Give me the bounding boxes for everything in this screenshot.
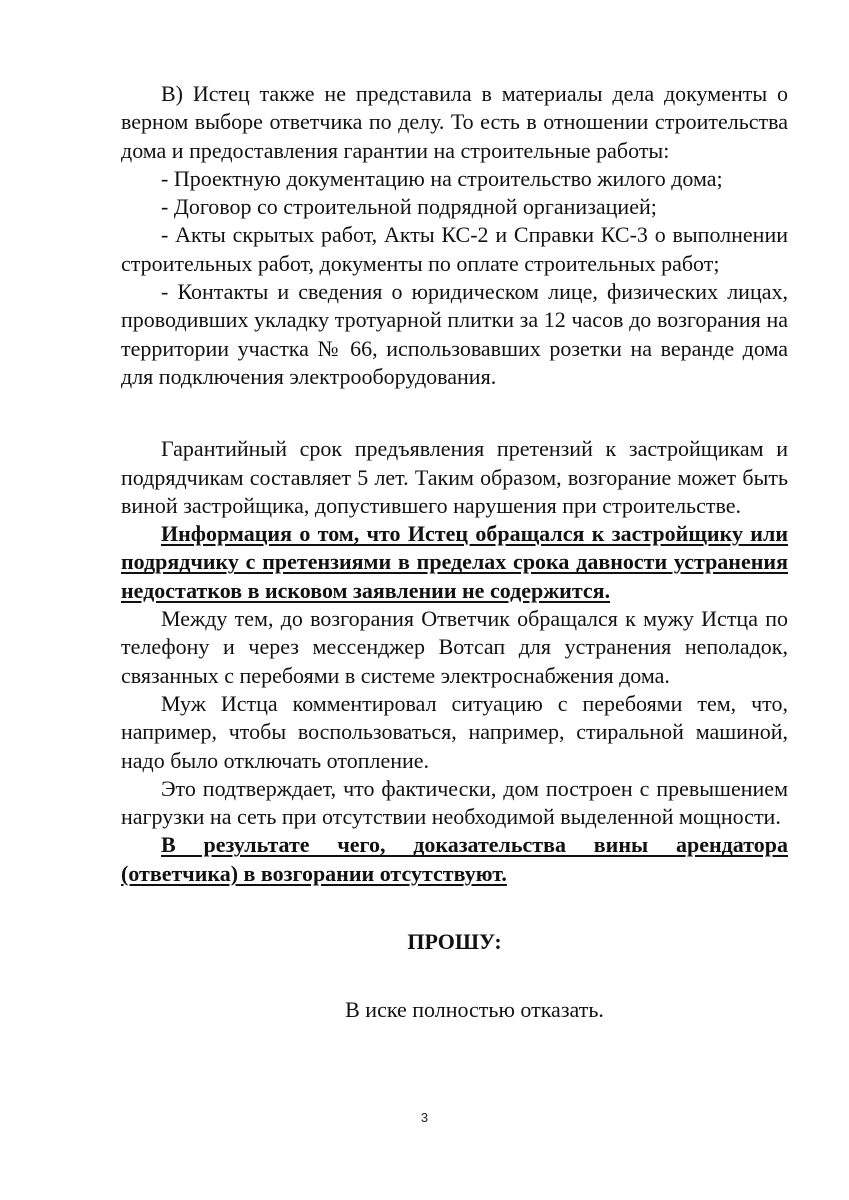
paragraph-husband-comment: Муж Истца комментировал ситуацию с перебоями тем, что, например, чтобы воспользоваться, например, стиральной машиной, надо было отключать отопление. <box>121 690 788 773</box>
page-number: 3 <box>420 1110 429 1125</box>
list-item-acts: - Акты скрытых работ, Акты КС-2 и Справки КС-3 о выполнении строительных работ, документы по оплате строительных работ; <box>121 222 788 276</box>
spacer <box>121 391 788 435</box>
paragraph-contact-husband: Между тем, до возгорания Ответчик обращался к мужу Истца по телефону и через мессенджер Вотсап для устранения неполадок, связанных с перебоями в системе электроснабжения дома. <box>121 606 788 688</box>
paragraph-warranty: Гарантийный срок предъявления претензий к застройщикам и подрядчикам составляет 5 лет. Таким образом, возгорание может быть виной застройщика, допустившего нарушения при строительстве. <box>121 436 788 518</box>
list-item-project-docs: - Проектную документацию на строительство жилого дома; <box>161 165 723 191</box>
paragraph-conclusion: В результате чего, доказательства вины арендатора (ответчика) в возгорании отсутствуют. <box>121 832 788 886</box>
list-item-contract: - Договор со строительной подрядной организацией; <box>161 194 657 220</box>
paragraph-missing-documents: В) Истец также не представила в материалы дела документы о верном выборе ответчика по делу. То есть в отношении строительства дома и предоставления гарантии на строительные работы: <box>121 81 788 163</box>
document-body <box>121 80 788 1025</box>
request-text: В иске полностью отказать. <box>345 997 604 1023</box>
paragraph-overload: Это подтверждает, что фактически, дом построен с превышением нагрузки на сеть при отсутствии необходимой выделенной мощности. <box>121 775 788 830</box>
spacer <box>121 888 788 928</box>
paragraph-claims-info: Информация о том, что Истец обращался к застройщику или подрядчику с претензиями в пределах срока давности устранения недостатков в исковом заявлении не содержится. <box>121 521 788 603</box>
list-item-contacts: - Контакты и сведения о юридическом лице, физических лицах, проводивших укладку тротуарной плитки за 12 часов до возгорания на территории участка № 66, использовавших розетки на веранде дома для подключения электрооборудования. <box>121 279 788 389</box>
spacer <box>121 956 788 996</box>
request-heading: ПРОШУ: <box>407 929 502 955</box>
